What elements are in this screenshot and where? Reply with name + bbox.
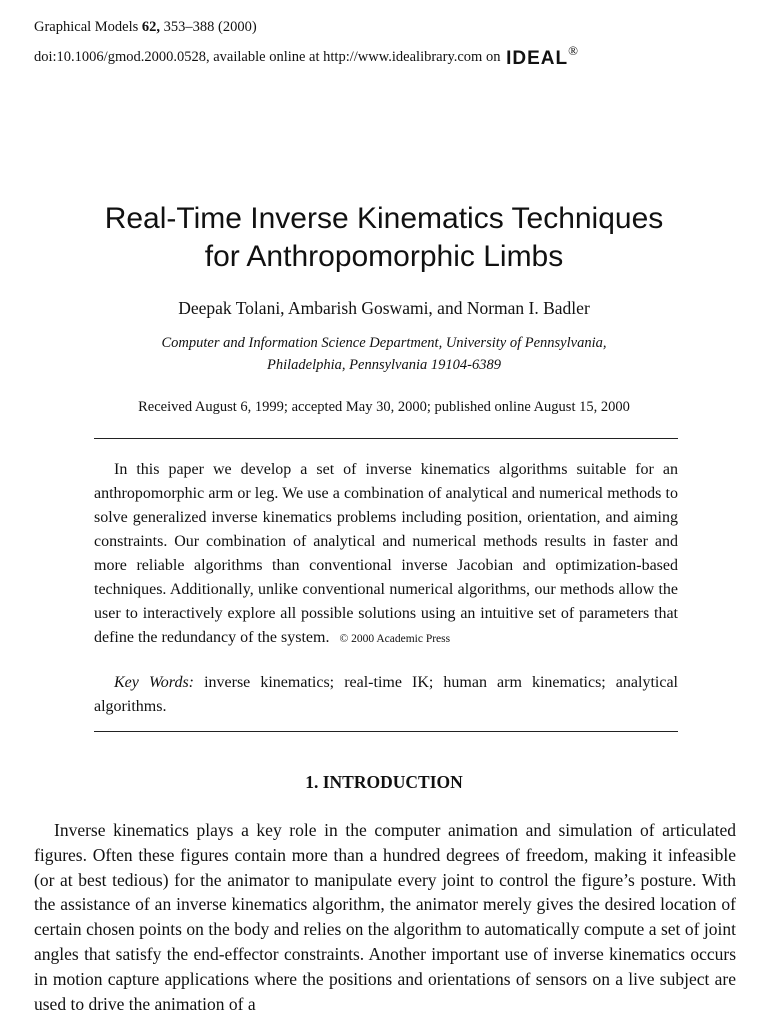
keywords-label: Key Words: [114,674,194,691]
ideal-logo [506,42,578,69]
journal-citation [34,18,257,36]
affiliation-line-2: Philadelphia, Pennsylvania 19104-6389 [267,357,501,373]
ideal-logo-text: IDEAL [506,48,569,69]
abstract-bottom-rule [94,731,678,732]
paper-title [0,200,768,276]
keywords [94,671,678,719]
journal-volume: 62, [141,19,161,35]
abstract-top-rule [94,438,678,439]
journal-name: Graphical Models [34,19,139,35]
doi-text[interactable]: doi:10.1006/gmod.2000.0528, available online at http://www.idealibrary.com on [34,49,501,65]
section-heading: 1. INTRODUCTION [305,772,463,792]
journal-pages: 353–388 (2000) [163,19,257,35]
keywords-text: inverse kinematics; real-time IK; human arm kinematics; analytical algorithms. [94,674,678,715]
abstract [94,458,678,651]
received-dates: Received August 6, 1999; accepted May 30, 2000; published online August 15, 2000 [138,399,630,415]
title-line-1: Real-Time Inverse Kinematics Techniques [104,202,664,235]
body-paragraph: Inverse kinematics plays a key role in the computer animation and simulation of articulated figures. Often these figures contain more than a hundred degrees of freedom, making it infeasible (or at best tedious) for the animator to manipulate every joint to control the figure’s posture. With the assistance of an inverse kinematics algorithm, the animator merely gives the desired location of certain chosen points on the body and relies on the algorithm to automatically compute a set of joint angles that satisfy the end-effector constraints. Another important use of inverse kinematics occurs in motion capture applications where the positions and orientations of sensors on a live subject are used to drive the animation of a [34,820,736,1014]
authors: Deepak Tolani, Ambarish Goswami, and Norman I. Badler [178,298,590,318]
doi-line [34,42,578,69]
abstract-text: In this paper we develop a set of inverse kinematics algorithms suitable for an anthropomorphic arm or leg. We use a combination of analytical and numerical methods to solve generalized inverse kinematics problems including position, orientation, and aiming constraints. Our combination of analytical and numerical methods results in faster and more reliable algorithms than conventional inverse Jacobian and optimization-based techniques. Additionally, unlike conventional numerical algorithms, our methods allow the user to interactively explore all possible solutions using an intuitive set of parameters that define the redundancy of the system. [94,461,678,646]
affiliation-line-1: Computer and Information Science Department, University of Pennsylvania, [161,335,607,351]
registered-mark: ® [568,43,578,58]
affiliation [0,332,768,376]
copyright-notice: © 2000 Academic Press [339,633,451,645]
title-line-2: for Anthropomorphic Limbs [204,240,564,273]
